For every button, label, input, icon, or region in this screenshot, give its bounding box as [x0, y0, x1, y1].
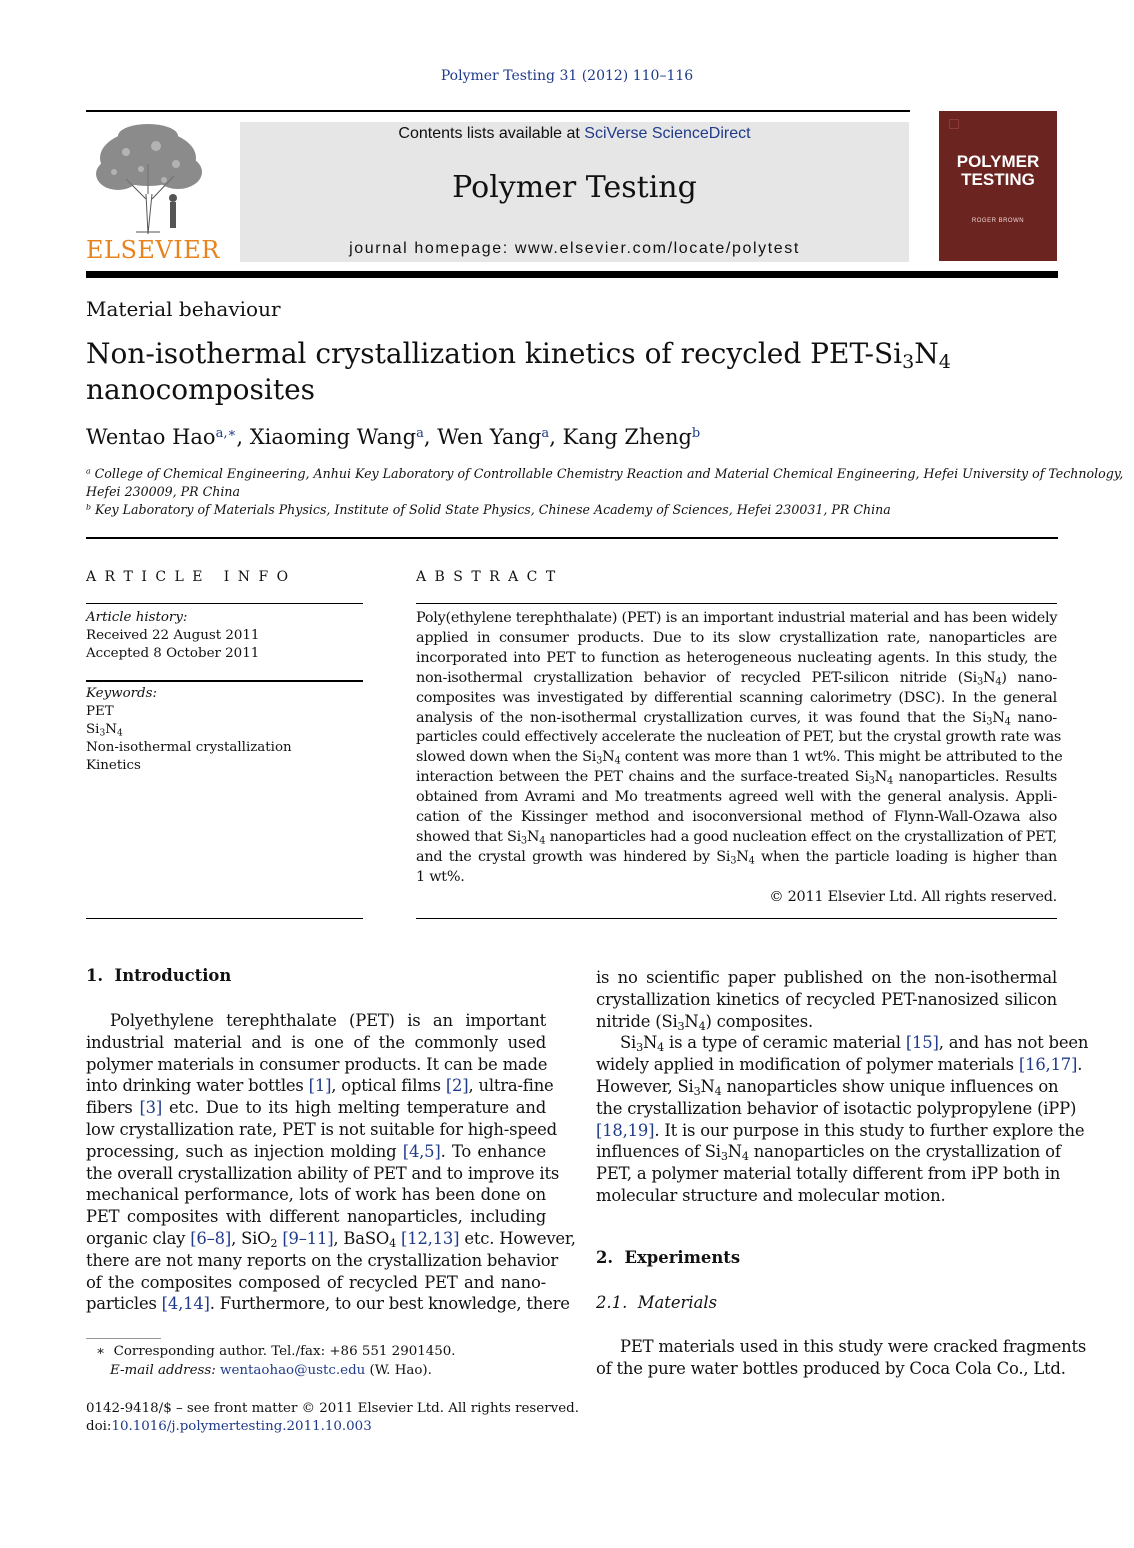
elsevier-wordmark: ELSEVIER — [86, 236, 220, 264]
citation-link[interactable]: [15] — [905, 1033, 939, 1053]
abstract-rule — [416, 603, 1057, 604]
author-name[interactable]: Kang Zheng — [562, 425, 692, 449]
keyword-sub: 4 — [116, 728, 123, 739]
title-line2: nanocomposites — [86, 373, 316, 406]
abstract-line: slowed down when the $Si_3N_4$ content was more than 1 wt%. This might be attributed to the — [416, 749, 1063, 767]
doi-line — [86, 1418, 579, 1436]
abstract-line: incorporated into PET to function as heterogeneous nucleating agents. In this study, the — [416, 649, 1057, 666]
abstract-line: non-isothermal crystallization behavior of recycled PET-silicon nitride $(Si_3N_4)$ nano- — [416, 669, 1057, 688]
cover-mark-icon — [949, 119, 959, 129]
citation-link[interactable]: [6–8] — [190, 1228, 232, 1248]
citation-link[interactable]: [2] — [445, 1076, 469, 1096]
keywords — [86, 685, 292, 775]
author-separator: , — [423, 425, 438, 449]
email-label: E-mail address: — [110, 1363, 221, 1378]
materials-subheading: 2.1. Materials — [596, 1293, 718, 1312]
affiliations-rule — [86, 537, 1058, 539]
author-name[interactable]: Wen Yang — [437, 425, 542, 449]
citation-link[interactable]: [3] — [139, 1098, 163, 1118]
footnote-corr: Corresponding author. Tel./fax: +86 551 2901450. — [113, 1344, 456, 1359]
section-label: Material behaviour — [86, 297, 281, 321]
contents-line — [240, 125, 909, 143]
experiments-heading: 2. Experiments — [596, 1248, 741, 1267]
abstract-line: Poly(ethylene terephthalate) (PET) is an important industrial material and has been widely — [416, 610, 1058, 626]
email-link[interactable]: wentaohao@ustc.edu — [220, 1363, 366, 1378]
materials-body — [596, 1336, 1087, 1380]
journal-name[interactable]: Polymer Testing — [452, 170, 697, 205]
author-list — [86, 425, 700, 449]
right-line: molecular structure and molecular motion. — [596, 1185, 946, 1205]
intro-body — [86, 1010, 576, 1315]
title-n: N — [914, 337, 939, 370]
abstract-line: 1 wt%. — [416, 868, 465, 885]
article-title — [86, 336, 1058, 408]
intro-line: industrial material and is one of the commonly used — [86, 1032, 546, 1052]
author-separator: , — [236, 425, 250, 449]
citation-link[interactable]: [4,14] — [161, 1294, 210, 1314]
right-line: nitride $(Si_3N_4)$ composites. — [596, 1011, 813, 1033]
email-note — [96, 1361, 456, 1380]
author-separator: , — [549, 425, 563, 449]
front-matter — [86, 1400, 579, 1436]
footnote — [96, 1342, 456, 1380]
abstract-body — [416, 609, 1063, 908]
abstract-line: composites was investigated by differential scanning calorimetry (DSC). In the general — [416, 689, 1057, 706]
elsevier-logo[interactable] — [86, 124, 220, 264]
citation-link[interactable]: [1] — [308, 1076, 332, 1096]
contents-prefix: Contents lists available at — [398, 125, 585, 142]
intro-line: Polyethylene terephthalate (PET) is an important — [110, 1011, 546, 1030]
affiliation-b-mark: b — [86, 502, 91, 512]
keyword-si: Si — [86, 722, 100, 737]
sciencedirect-link[interactable]: SciVerse ScienceDirect — [584, 125, 751, 142]
abstract-line: obtained from Avrami and Mo treatments agreed well with the general analysis. Appli- — [416, 789, 1057, 806]
title-sub-4: 4 — [938, 350, 951, 373]
cover-title-line2: TESTING — [961, 170, 1035, 189]
affiliations — [86, 465, 1124, 519]
doi-link[interactable]: 10.1016/j.polymertesting.2011.10.003 — [111, 1419, 372, 1434]
right-column-body — [596, 967, 1089, 1207]
author-name[interactable]: Xiaoming Wang — [249, 425, 417, 449]
affiliation-a-line1 — [86, 465, 1124, 483]
author-aff[interactable]: a,∗ — [215, 425, 237, 441]
citation-link[interactable]: [12,13] — [401, 1228, 460, 1248]
journal-homepage[interactable]: journal homepage: www.elsevier.com/locate/polytest — [349, 240, 800, 257]
accepted-date: Accepted 8 October 2011 — [86, 646, 260, 661]
abstract-heading: A B S T R A C T — [416, 569, 558, 585]
abstract-line: analysis of the non-isothermal crystallization curves, it was found that the $Si_3N_4$ nano- — [416, 709, 1057, 727]
author-aff[interactable]: a — [416, 425, 424, 441]
keyword: Non-isothermal crystallization — [86, 740, 292, 755]
intro-line: of the composites composed of recycled PET and nano- — [86, 1272, 546, 1292]
title-sub-3: 3 — [902, 350, 915, 373]
intro-line: particles [4,14]. Furthermore, to our best knowledge, there — [86, 1294, 570, 1314]
right-line: influences of $Si_3N_4$ nanoparticles on the crystallization of — [596, 1142, 1061, 1164]
elsevier-tree-icon — [86, 124, 210, 236]
abstract-line: particles could effectively accelerate the nucleation of PET, but the crystal growth rate was — [416, 729, 1062, 746]
right-line: PET, a polymer material totally different from iPP both in — [596, 1164, 1061, 1184]
abstract-bottom-rule — [416, 918, 1057, 919]
header-top-rule — [86, 110, 910, 112]
citation-link[interactable]: [9–11] — [282, 1228, 334, 1248]
article-info-heading: A R T I C L E I N F O — [86, 569, 291, 585]
abstract-copyright: © 2011 Elsevier Ltd. All rights reserved. — [769, 888, 1057, 905]
issn-line: 0142-9418/$ – see front matter © 2011 Elsevier Ltd. All rights reserved. — [86, 1401, 579, 1416]
right-line: is no scientific paper published on the non-isothermal — [596, 968, 1057, 987]
corresponding-author-note — [96, 1342, 456, 1361]
right-line: [18,19]. It is our purpose in this study to further explore the — [596, 1120, 1085, 1140]
author-name[interactable]: Wentao Hao — [86, 425, 216, 449]
author-aff[interactable]: a — [541, 425, 550, 441]
intro-line: polymer materials in consumer products. It can be made — [86, 1054, 548, 1074]
right-line: the crystallization behavior of isotactic polypropylene (iPP) — [596, 1098, 1077, 1118]
abstract-line: showed that $Si_3N_4$ nanoparticles had a good nucleation effect on the crystallization of PET, — [416, 828, 1057, 847]
article-info-rule — [86, 603, 363, 604]
intro-line: organic clay [6–8], SiO$_2$ [9–11], BaSO$_4$ [12,13] etc. However, — [86, 1228, 576, 1250]
keyword: Kinetics — [86, 758, 141, 773]
affiliation-a-text: College of Chemical Engineering, Anhui Key Laboratory of Controllable Chemistry Reaction and Material Chemical Engineering, Hefei University of Technology, — [94, 466, 1124, 481]
abstract-line: interaction between the PET chains and the surface-treated $Si_3N_4$ nanoparticles. Results — [416, 769, 1057, 787]
footnote-rule — [86, 1338, 161, 1339]
intro-line: PET composites with different nanoparticles, including — [86, 1207, 546, 1227]
citation-link[interactable]: [4,5] — [402, 1141, 441, 1161]
intro-line: there are not many reports on the crystallization behavior — [86, 1250, 559, 1270]
intro-line: mechanical performance, lots of work has been done on — [86, 1185, 546, 1205]
cover-title — [939, 153, 1057, 189]
keywords-rule — [86, 680, 363, 682]
keyword-n: N — [105, 722, 117, 737]
journal-cover[interactable] — [939, 111, 1057, 261]
header-thick-rule — [86, 271, 1058, 278]
intro-line: processing, such as injection molding [4,5]. To enhance — [86, 1141, 547, 1161]
cover-title-line1: POLYMER — [956, 152, 1040, 171]
citation-link[interactable]: [18,19] — [596, 1120, 655, 1140]
keyword: PET — [86, 704, 114, 719]
affiliation-a-line2: Hefei 230009, PR China — [86, 484, 241, 499]
materials-line: of the pure water bottles produced by Coca Cola Co., Ltd. — [596, 1358, 1066, 1378]
right-line: crystallization kinetics of recycled PET-nanosized silicon — [596, 989, 1057, 1009]
right-line: However, $Si_3N_4$ nanoparticles show unique influences on — [596, 1076, 1059, 1098]
article-history — [86, 609, 259, 663]
citation-link[interactable]: [16,17] — [1018, 1055, 1078, 1075]
keyword-sub: 3 — [99, 728, 106, 739]
article-info-bottom-rule — [86, 918, 363, 919]
cover-editor: ROGER BROWN — [971, 218, 1025, 224]
email-tail: (W. Hao). — [365, 1363, 432, 1378]
right-line: widely applied in modification of polymer materials [16,17]. — [596, 1055, 1083, 1075]
journal-banner — [240, 122, 909, 262]
keyword — [86, 721, 292, 739]
history-label: Article history: — [86, 610, 188, 625]
affiliation-b — [86, 501, 1058, 519]
received-date: Received 22 August 2011 — [86, 628, 260, 643]
materials-line: PET materials used in this study were cracked fragments — [620, 1337, 1087, 1356]
intro-line: low crystallization rate, PET is not suitable for high-speed — [86, 1119, 557, 1139]
affiliation-b-text: Key Laboratory of Materials Physics, Institute of Solid State Physics, Chinese Academy of Sciences, Hefei 230031, PR China — [95, 502, 891, 517]
keywords-label: Keywords: — [86, 686, 158, 701]
abstract-line: cation of the Kissinger method and isoconversional method of Flynn-Wall-Ozawa also — [416, 809, 1057, 826]
intro-heading: 1. Introduction — [86, 966, 232, 985]
abstract-line: applied in consumer products. Due to its slow crystallization rate, nanoparticles are — [416, 629, 1057, 646]
doi-label: doi: — [86, 1419, 112, 1434]
intro-line: fibers [3] etc. Due to its high melting temperature and — [86, 1098, 546, 1118]
intro-line: into drinking water bottles [1], optical films [2], ultra-fine — [86, 1076, 554, 1096]
intro-line: the overall crystallization ability of PET and to improve its — [86, 1163, 560, 1183]
title-line1: Non-isothermal crystallization kinetics of recycled PET-Si — [86, 337, 903, 370]
author-aff[interactable]: b — [691, 425, 701, 441]
affiliation-a-mark: a — [86, 466, 91, 476]
abstract-line: and the crystal growth was hindered by $Si_3N_4$ when the particle loading is higher than — [416, 848, 1057, 867]
right-line: $Si_3N_4$ is a type of ceramic material [15], and has not been — [620, 1033, 1089, 1055]
footnote-star: ∗ — [96, 1344, 106, 1359]
journal-reference[interactable]: Polymer Testing 31 (2012) 110–116 — [440, 68, 694, 84]
